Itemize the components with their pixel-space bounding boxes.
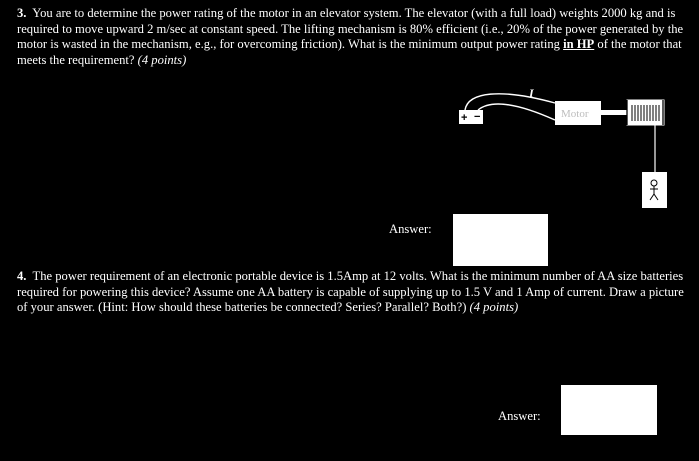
question-4-number: 4. [17, 269, 27, 283]
battery-minus-label: − [474, 111, 481, 123]
wire-bottom [478, 104, 555, 120]
question-4 [17, 269, 687, 316]
question-3-emphasis: in HP [563, 37, 595, 51]
question-3-text: You are to determine the power rating of the motor in an elevator system. The elevator (with a full load) weights 2000 kg and is required to move upward 2 m/sec at constant speed. The lifting mechanism is 80% efficient (i.e., 20% of the power generated by the motor is wasted in the mechanism, e.g., for overcoming friction). What is the minimum output power rating [17, 6, 684, 51]
question-3-answer-box[interactable] [453, 214, 548, 266]
motor-label: Motor [561, 108, 589, 120]
question-3-number: 3. [17, 6, 27, 20]
battery-plus-label: + [461, 112, 468, 124]
question-4-answer-box[interactable] [561, 385, 657, 435]
question-3-points: (4 points) [137, 52, 187, 67]
question-4-answer-label: Answer: [498, 409, 541, 423]
current-label: I [529, 86, 534, 100]
wire-top [465, 94, 555, 110]
question-4-text: The power requirement of an electronic portable device is 1.5Amp at 12 volts. What is the minimum number of AA size batteries required for powering this device? Assume one AA battery is capable of supplying up to 1.5 V and 1 Amp of current. Draw a picture of your answer. (Hint: How should these batteries be connected? Series? Parallel? Both?) [17, 269, 684, 314]
motor-shaft [601, 110, 628, 115]
question-3-answer-label: Answer: [389, 222, 432, 236]
question-3-text-end: of the motor that meets the requirement? [17, 37, 682, 67]
question-4-points: (4 points) [469, 300, 519, 314]
winch-drum [627, 100, 664, 125]
